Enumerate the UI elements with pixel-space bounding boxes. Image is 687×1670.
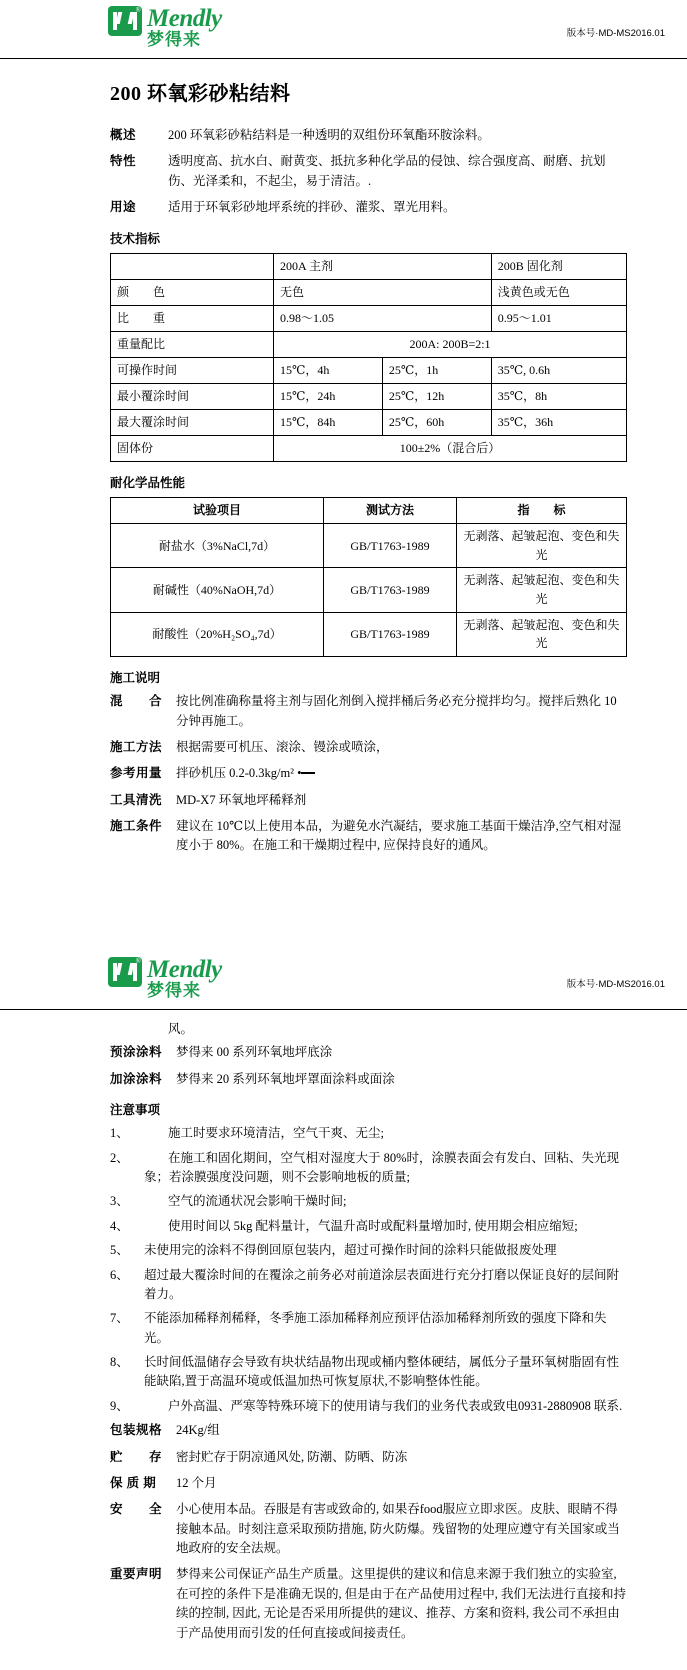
table-cell: 无剥落、起皱起泡、变色和失光 [457, 568, 627, 612]
brand-logo [108, 6, 222, 49]
table-cell: 200A: 200B=2:1 [274, 331, 627, 357]
disclaimer-label: 重要声明 [110, 1567, 163, 1582]
intro-text: 适用于环氧彩砂地坪系统的拌砂、灌浆、罩光用料。 [168, 200, 456, 215]
table-row-label: 可操作时间 [111, 357, 274, 383]
construction-label: 施工方法 [110, 739, 163, 754]
table-row-label: 最大覆涂时间 [111, 409, 274, 435]
intro-text: 透明度高、抗水白、耐黄变、抵抗多种化学品的侵蚀、综合强度高、耐磨、抗划伤、光泽柔和，不起尘，易于清洁。. [168, 154, 606, 188]
table-cell: GB/T1763-1989 [324, 612, 457, 656]
safety-label: 安 全 [110, 1502, 163, 1517]
note-text: 长时间低温储存会导致有块状结晶物出现或桶内整体硬结，属低分子量环氧树脂固有性能缺陷,置于高温环境或低温加热可恢复原状,不影响整体性能。 [144, 1355, 620, 1389]
construction-text: 根据需要可机压、滚涂、镘涂或喷涂， [176, 739, 389, 754]
note-text: 不能添加稀释剂稀释，冬季施工添加稀释剂应预评估添加稀释剂所致的强度下降和失光。 [144, 1311, 607, 1345]
note-number: 1、 [110, 1126, 129, 1141]
note-number: 3、 [110, 1194, 129, 1209]
table-row-label: 最小覆涂时间 [111, 383, 274, 409]
construction-label: 参考用量 [110, 766, 163, 781]
note-number: 8、 [110, 1355, 129, 1370]
list-item [110, 1192, 627, 1211]
intro-text: 200 环氧彩砂粘结料是一种透明的双组份环氧酯环胺涂料。 [168, 128, 490, 142]
logo-mark-icon [108, 6, 142, 36]
document-page-2 [0, 951, 687, 1670]
intro-row-features [110, 152, 627, 191]
table-header-component-a: 200A 主剂 [274, 253, 492, 279]
table-cell: 耐盐水（3%NaCl,7d） [111, 524, 324, 568]
table-row-label: 颜 色 [111, 279, 274, 305]
list-item [110, 1266, 627, 1305]
table-row-label: 比 重 [111, 305, 274, 331]
table-cell: 35℃, 0.6h [491, 357, 626, 383]
packaging-label: 包装规格 [110, 1423, 163, 1438]
table-header-component-b: 200B 固化剂 [491, 253, 626, 279]
construction-row-conditions [110, 817, 627, 856]
table-cell: 35℃，8h [491, 383, 626, 409]
list-item [110, 1217, 627, 1236]
list-item [110, 1124, 627, 1143]
page-title: 200 环氧彩砂粘结料 [110, 83, 291, 105]
precoat-text: 梦得来 00 系列环氧地坪底涂 [176, 1045, 333, 1060]
chemical-resistance-table [110, 497, 627, 657]
page-2-content [0, 1010, 687, 1670]
table-cell: 无色 [274, 279, 492, 305]
note-text: 空气的流通状况会影响干燥时间; [168, 1194, 347, 1209]
column-header-test-method: 测试方法 [324, 498, 457, 524]
storage-text: 密封贮存于阴凉通风处, 防潮、防晒、防冻 [176, 1449, 408, 1464]
intro-label: 用途 [110, 200, 137, 215]
table-cell: 0.95～1.01 [491, 305, 626, 331]
table-cell: 100±2%（混合后） [274, 435, 627, 461]
intro-label: 特性 [110, 154, 137, 169]
redacted-mark [301, 772, 315, 774]
tech-section-title: 技术指标 [110, 231, 161, 246]
note-text: 施工时要求环境清洁，空气干爽、无尘; [168, 1126, 384, 1141]
table-row-label: 固体份 [111, 435, 274, 461]
table-cell: 无剥落、起皱起泡、变色和失光 [457, 612, 627, 656]
continued-text: 风。 [168, 1021, 194, 1036]
note-number: 6、 [110, 1267, 129, 1282]
chem-section-title: 耐化学品性能 [110, 475, 186, 490]
notes-list [110, 1124, 627, 1416]
safety-text: 小心使用本品。吞服是有害或致命的, 如果吞food服应立即求医。皮肤、眼睛不得接触本品。时刻注意采取预防措施, 防火防爆。残留物的处理应遵守有关国家或当地政府的安全法规。 [176, 1502, 620, 1556]
note-number: 4、 [110, 1218, 129, 1233]
note-text: 户外高温、严寒等特殊环境下的使用请与我们的业务代表或致电0931-2880908 联系. [168, 1398, 623, 1413]
brand-logo-2 [108, 957, 222, 1000]
safety-row [110, 1500, 627, 1558]
table-row [111, 568, 627, 612]
table-cell: 25℃，1h [382, 357, 491, 383]
note-text: 在施工和固化期间，空气相对湿度大于 80%时，涂膜表面会有发白、回粘、失光现象；若涂膜强度没问题，则不会影响地板的质量; [144, 1150, 620, 1185]
version-number: 版本号·MD-MS2016.01 [566, 978, 665, 990]
construction-text: 建议在 10℃以上使用本品，为避免水汽凝结，要求施工基面干燥洁净,空气相对湿度小于 80%。在施工和干燥期过程中, 应保持良好的通风。 [176, 819, 622, 853]
page-header [0, 0, 687, 56]
shelflife-label: 保 质 期 [110, 1475, 157, 1490]
shelflife-row [110, 1474, 627, 1493]
note-number: 9、 [110, 1398, 129, 1413]
logo-text [147, 6, 222, 49]
column-header-test-item: 试验项目 [111, 498, 324, 524]
construction-dosage-value: 拌砂机压 0.2-0.3kg/m² • [176, 766, 302, 781]
logo-english-name: Mendly [147, 955, 222, 983]
list-item [110, 1149, 627, 1188]
packaging-row [110, 1421, 627, 1440]
table-cell: 浅黄色或无色 [491, 279, 626, 305]
table-cell: 15℃，84h [274, 409, 383, 435]
technical-specifications-table [110, 253, 627, 462]
logo-chinese-name: 梦得来 [147, 30, 201, 50]
table-row [111, 279, 627, 305]
table-row [111, 435, 627, 461]
table-cell: GB/T1763-1989 [324, 524, 457, 568]
table-header-row [111, 498, 627, 524]
table-cell: 25℃，60h [382, 409, 491, 435]
page-header-2 [0, 951, 687, 1007]
construction-text [176, 764, 627, 783]
table-cell: 35℃，36h [491, 409, 626, 435]
table-row [111, 331, 627, 357]
table-cell: GB/T1763-1989 [324, 568, 457, 612]
note-text: 超过最大覆涂时间的在覆涂之前务必对前道涂层表面进行充分打磨以保证良好的层间附着力。 [144, 1267, 620, 1301]
version-number: 版本号·MD-MS2016.01 [566, 28, 665, 39]
note-number: 5、 [110, 1243, 129, 1258]
note-number: 2、 [110, 1150, 129, 1165]
construction-section-title: 施工说明 [110, 670, 161, 685]
storage-label: 贮 存 [110, 1449, 163, 1464]
logo-chinese-name: 梦得来 [147, 981, 201, 1001]
table-cell: 15℃，24h [274, 383, 383, 409]
construction-row-method [110, 738, 627, 757]
construction-row-mixing [110, 692, 627, 731]
table-row [111, 253, 627, 279]
construction-row-cleaning [110, 791, 627, 810]
construction-label: 混 合 [110, 694, 163, 709]
table-cell: 无剥落、起皱起泡、变色和失光 [457, 524, 627, 568]
registered-trademark-icon: ® [135, 6, 141, 14]
table-row [111, 357, 627, 383]
note-number: 7、 [110, 1311, 129, 1326]
table-row [111, 305, 627, 331]
intro-row-usage [110, 198, 627, 217]
storage-row [110, 1448, 627, 1467]
page-1-content [0, 59, 687, 951]
note-text: 未使用完的涂料不得倒回原包装内，超过可操作时间的涂料只能做报废处理 [144, 1243, 557, 1258]
table-cell: 25℃，12h [382, 383, 491, 409]
logo-mark-icon [108, 957, 142, 987]
column-header-index: 指 标 [457, 498, 627, 524]
disclaimer-text: 梦得来公司保证产品生产质量。这里提供的建议和信息来源于我们独立的实验室, 在可控的条件下是准确无误的, 但是由于在产品使用过程中, 我们无法进行直接和持续的控制, 因此, 无论是否采用所提供的建议、推荐、方案和资料, 我公司不承担由于产品使用而引发的任何直接或间接责任。 [176, 1567, 627, 1640]
table-row [111, 409, 627, 435]
shelflife-text: 12 个月 [176, 1475, 217, 1490]
table-cell: 0.98～1.05 [274, 305, 492, 331]
precoat-label: 预涂涂料 [110, 1045, 163, 1060]
intro-label: 概述 [110, 128, 137, 142]
topcoat-label: 加涂涂料 [110, 1071, 163, 1086]
table-row [111, 383, 627, 409]
table-row [111, 612, 627, 656]
registered-trademark-icon: ® [135, 956, 141, 965]
construction-text: MD-X7 环氧地坪稀释剂 [176, 792, 307, 807]
topcoat-row [110, 1070, 627, 1089]
notes-section-title: 注意事项 [110, 1102, 161, 1117]
page-break-spacer [110, 863, 627, 941]
packaging-text: 24Kg/组 [176, 1423, 220, 1438]
construction-text: 按比例准确称量将主剂与固化剂倒入搅拌桶后务必充分搅拌均匀。搅拌后熟化 10 分钟再施工。 [176, 694, 617, 728]
logo-text [147, 957, 222, 1000]
construction-row-dosage [110, 764, 627, 783]
construction-label: 工具清洗 [110, 792, 163, 807]
logo-english-name: Mendly [147, 5, 222, 32]
table-cell: 耐酸性（20%H₂SO₄,7d） [111, 612, 324, 656]
list-item [110, 1397, 627, 1416]
list-item [110, 1353, 627, 1392]
construction-label: 施工条件 [110, 819, 163, 834]
table-cell-empty [111, 253, 274, 279]
table-cell: 15℃，4h [274, 357, 383, 383]
disclaimer-row [110, 1565, 627, 1643]
table-cell: 耐碱性（40%NaOH,7d） [111, 568, 324, 612]
table-row [111, 524, 627, 568]
topcoat-text: 梦得来 20 系列环氧地坪罩面涂料或面涂 [176, 1071, 395, 1086]
table-row-label: 重量配比 [111, 331, 274, 357]
note-text: 使用时间以 5kg 配料量计，气温升高时或配料量增加时, 使用期会相应缩短; [168, 1218, 578, 1233]
list-item [110, 1309, 627, 1348]
intro-row-overview [110, 126, 627, 145]
list-item [110, 1241, 627, 1260]
precoat-row [110, 1043, 627, 1062]
